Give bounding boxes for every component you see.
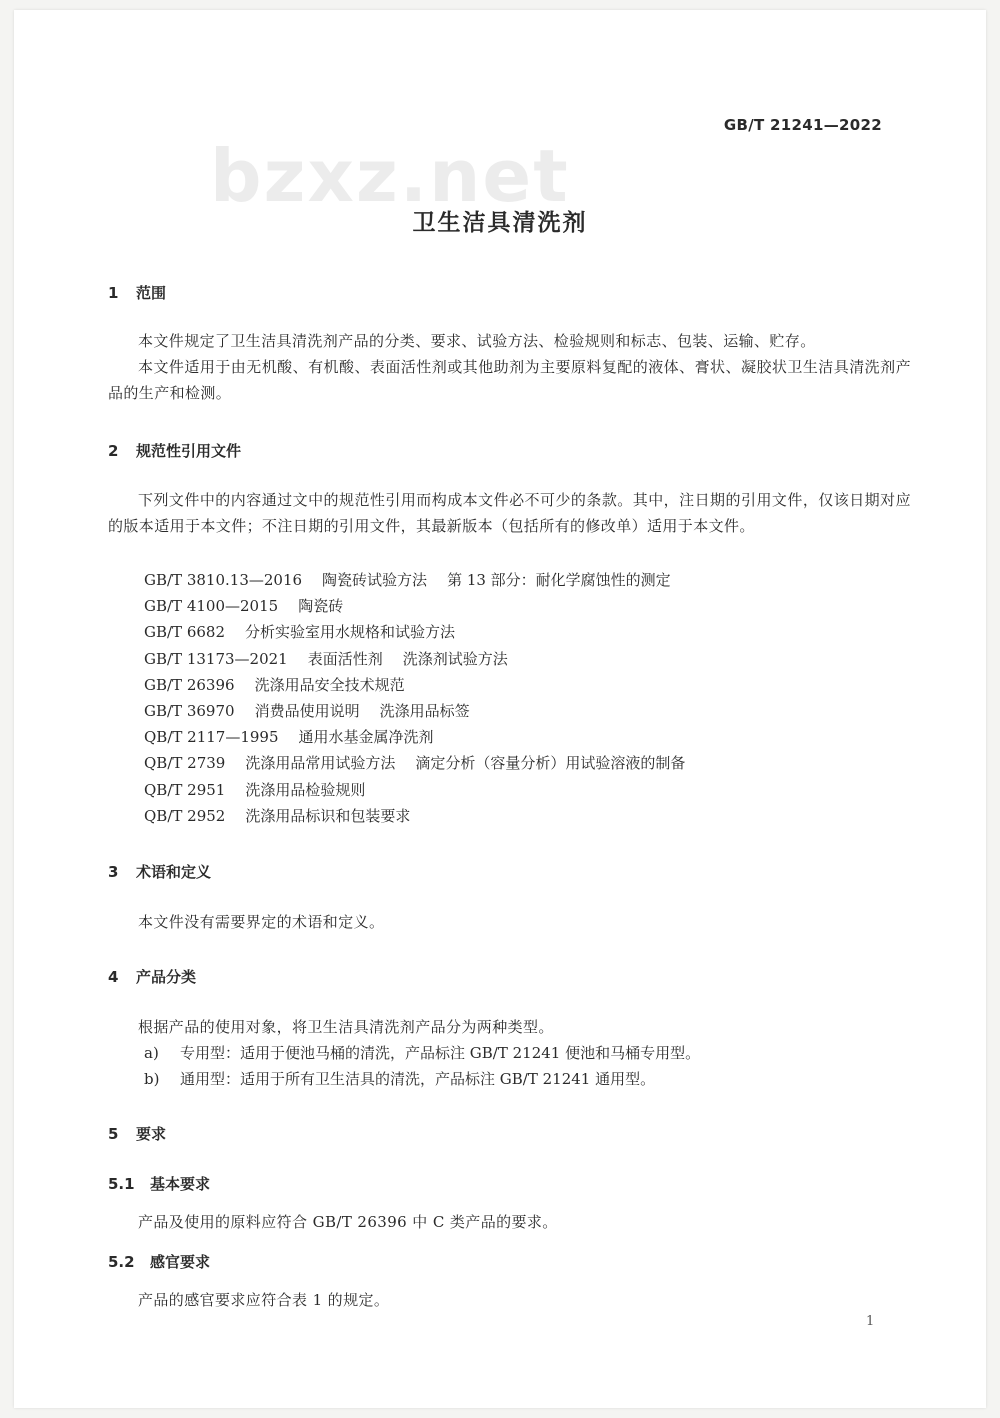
reference-code: QB/T 2739 — [144, 754, 226, 773]
reference-subtitle: 洗涤用品标签 — [379, 702, 470, 721]
reference-title: 陶瓷砖 — [298, 597, 344, 616]
section-title: 基本要求 — [150, 1175, 211, 1193]
section-number: 5 — [108, 1125, 119, 1143]
reference-list — [144, 567, 685, 829]
document-page — [14, 10, 986, 1408]
section-2-heading — [108, 440, 241, 461]
reference-item — [144, 672, 685, 698]
section-number: 1 — [108, 284, 119, 302]
reference-item — [144, 646, 685, 672]
reference-title: 表面活性剂 — [307, 649, 383, 668]
reference-item — [144, 777, 685, 803]
reference-code: QB/T 2951 — [144, 780, 226, 799]
reference-title: 消费品使用说明 — [254, 702, 360, 721]
section-1-heading — [108, 282, 166, 303]
terms-paragraph: 本文件没有需要界定的术语和定义。 — [138, 913, 385, 931]
reference-title: 分析实验室用水规格和试验方法 — [245, 623, 456, 642]
list-item — [144, 1066, 700, 1092]
classification-list — [144, 1040, 700, 1092]
reference-code: GB/T 4100—2015 — [144, 597, 279, 616]
reference-title: 洗涤用品安全技术规范 — [254, 675, 405, 694]
reference-subtitle: 洗涤剂试验方法 — [402, 649, 508, 668]
section-3-heading — [108, 861, 211, 882]
reference-subtitle: 第 13 部分：耐化学腐蚀性的测定 — [447, 571, 671, 589]
section-title: 规范性引用文件 — [136, 442, 242, 460]
reference-item — [144, 619, 685, 645]
list-marker: b) — [144, 1070, 160, 1088]
section-number: 4 — [108, 968, 119, 986]
standard-number: GB/T 21241—2022 — [723, 116, 882, 134]
section-number: 5.2 — [108, 1253, 135, 1271]
section-5-2-heading — [108, 1251, 210, 1272]
section-title: 要求 — [136, 1125, 167, 1143]
reference-code: GB/T 3810.13—2016 — [144, 571, 303, 589]
document-title: 卫生洁具清洗剂 — [412, 210, 588, 236]
section-title: 产品分类 — [136, 968, 197, 986]
reference-code: QB/T 2117—1995 — [144, 728, 279, 747]
basic-requirement-paragraph: 产品及使用的原料应符合 GB/T 26396 中 C 类产品的要求。 — [138, 1213, 558, 1231]
list-text: 通用型：适用于所有卫生洁具的清洗，产品标注 GB/T 21241 通用型。 — [180, 1070, 656, 1088]
section-number: 5.1 — [108, 1175, 135, 1193]
reference-code: GB/T 26396 — [144, 675, 235, 694]
classification-intro: 根据产品的使用对象，将卫生洁具清洗剂产品分为两种类型。 — [138, 1018, 554, 1036]
reference-subtitle: 滴定分析（容量分析）用试验溶液的制备 — [415, 754, 686, 773]
references-intro: 下列文件中的内容通过文中的规范性引用而构成本文件必不可少的条款。其中，注日期的引用文件，仅该日期对应的版本适用于本文件；不注日期的引用文件，其最新版本（包括所有的修改单）适用于本文件。 — [108, 491, 911, 535]
reference-item — [144, 750, 685, 776]
section-number: 3 — [108, 863, 119, 881]
list-text: 专用型：适用于便池马桶的清洗，产品标注 GB/T 21241 便池和马桶专用型。 — [180, 1044, 701, 1062]
section-title: 术语和定义 — [136, 863, 212, 881]
reference-item — [144, 803, 685, 829]
section-5-1-heading — [108, 1173, 210, 1194]
reference-title: 洗涤用品常用试验方法 — [245, 754, 396, 773]
reference-item — [144, 724, 685, 750]
reference-title: 洗涤用品标识和包装要求 — [245, 806, 411, 825]
section-title: 范围 — [136, 284, 167, 302]
reference-title: 陶瓷砖试验方法 — [322, 571, 428, 589]
section-4-heading — [108, 966, 196, 987]
reference-code: GB/T 6682 — [144, 623, 226, 642]
reference-item — [144, 593, 685, 619]
reference-code: GB/T 13173—2021 — [144, 649, 288, 668]
page-number: 1 — [866, 1314, 875, 1329]
section-number: 2 — [108, 442, 119, 460]
sensory-requirement-paragraph: 产品的感官要求应符合表 1 的规定。 — [138, 1291, 390, 1309]
reference-item — [144, 698, 685, 724]
list-item — [144, 1040, 700, 1066]
reference-code: GB/T 36970 — [144, 702, 235, 721]
section-title: 感官要求 — [150, 1253, 211, 1271]
reference-item — [144, 567, 685, 593]
reference-title: 通用水基金属净洗剂 — [298, 728, 434, 747]
scope-paragraph-2: 本文件适用于由无机酸、有机酸、表面活性剂或其他助剂为主要原料复配的液体、膏状、凝胶状卫生洁具清洗剂产品的生产和检测。 — [108, 358, 911, 402]
watermark: bzxz.net — [210, 134, 570, 218]
scope-paragraph-1: 本文件规定了卫生洁具清洗剂产品的分类、要求、试验方法、检验规则和标志、包装、运输、贮存。 — [138, 332, 816, 350]
reference-title: 洗涤用品检验规则 — [245, 780, 366, 799]
section-5-heading — [108, 1123, 166, 1144]
list-marker: a) — [144, 1044, 159, 1062]
reference-code: QB/T 2952 — [144, 806, 226, 825]
